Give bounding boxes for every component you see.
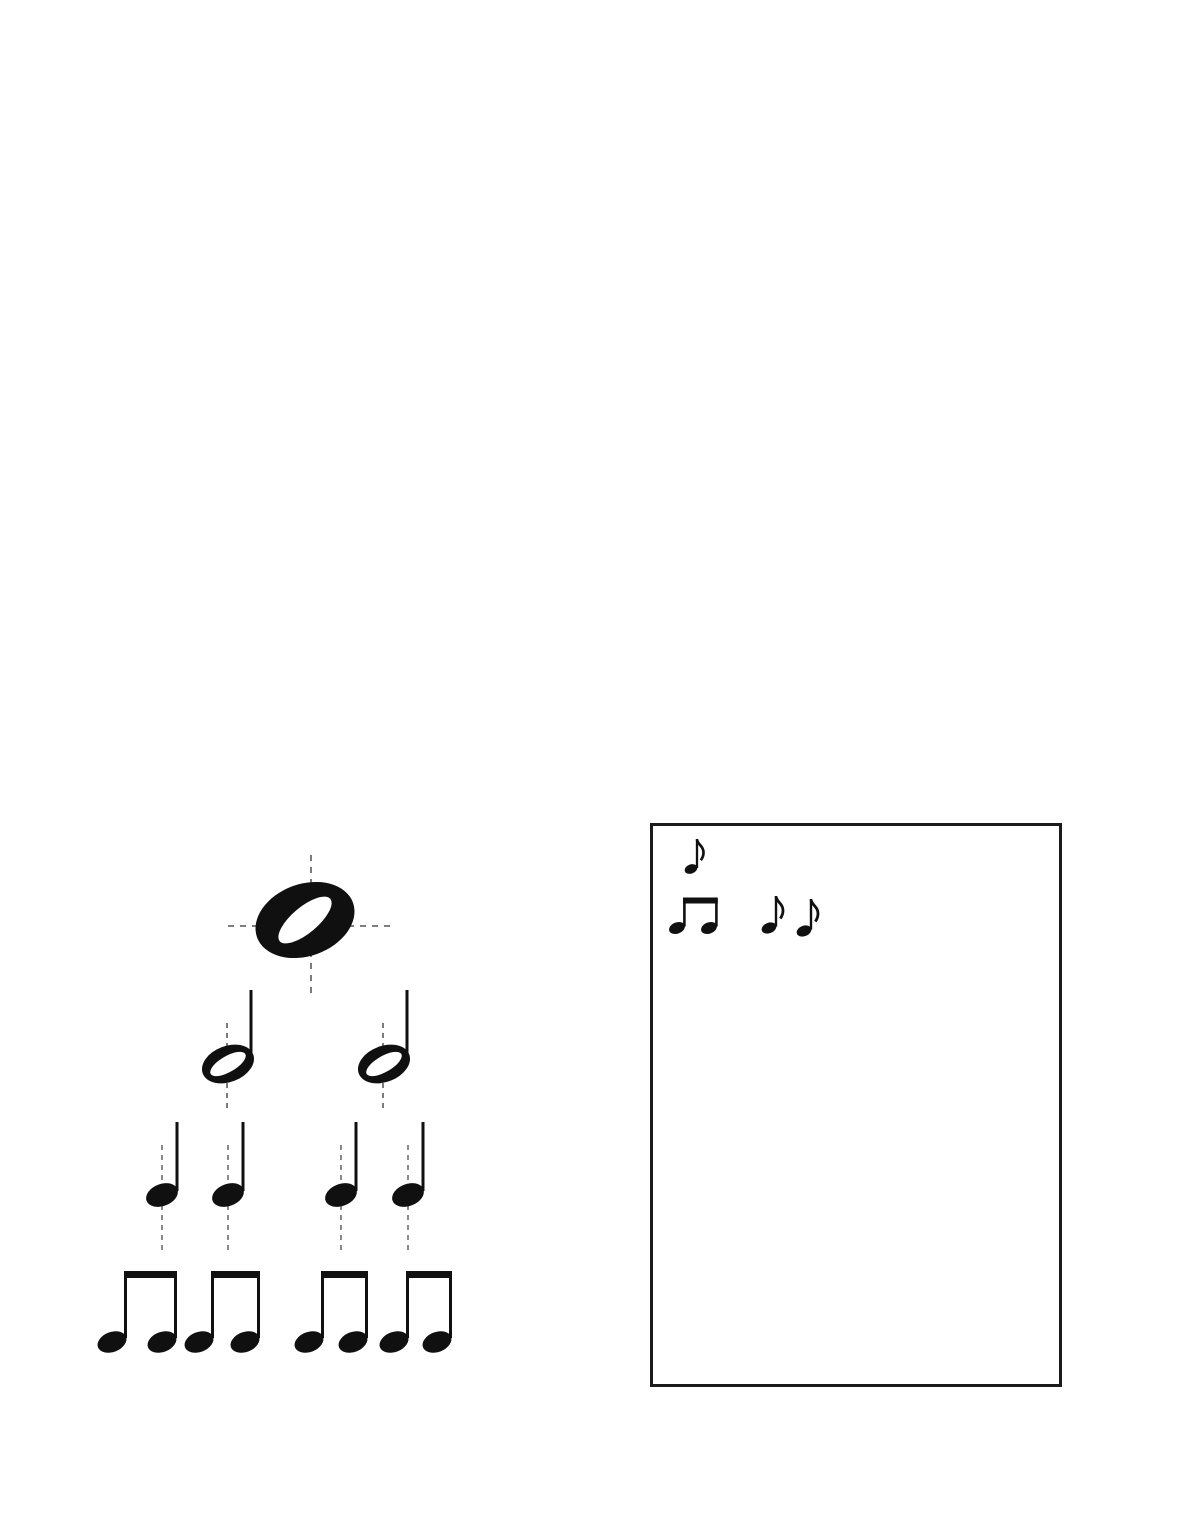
ti-ti-equation [668, 888, 1044, 940]
staff-zvenit-zvonok [113, 310, 1065, 395]
note-duration-diagram [100, 840, 660, 1400]
eighth-note-pairs [94, 1271, 454, 1357]
quarter-notes [143, 1122, 428, 1250]
eighth-note-icon [795, 899, 818, 939]
info-line [668, 834, 1044, 872]
whole-note [228, 855, 392, 998]
beamed-eighths-icon [668, 891, 726, 937]
beamed-eighth-pair [376, 1271, 454, 1357]
two-eighth-notes-icon [760, 888, 832, 940]
beamed-eighth-pair [181, 1271, 262, 1357]
eighth-note-icon [760, 896, 783, 936]
staff-kotya-kotenka [113, 592, 1081, 677]
eighth-note-icon [684, 834, 706, 876]
info-box [650, 823, 1062, 1387]
beamed-eighth-pair [291, 1271, 370, 1357]
beamed-eighth-pair [94, 1271, 179, 1357]
half-notes [196, 990, 415, 1108]
